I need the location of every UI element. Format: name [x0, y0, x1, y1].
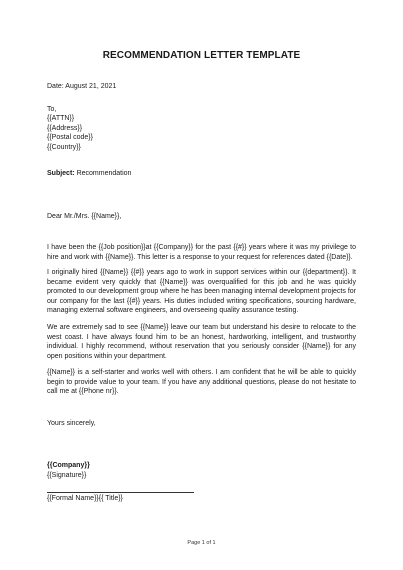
signature-line [47, 492, 194, 493]
paragraph-3: We are extremely sad to see {{Name}} leave our team but understand his desire to relocate to the west coast. I have always found him to be an honest, hardworking, intelligent, and trustworthy individual. I highly recommend, without reservation that you seriously consider {{Name}} for any open positions within your department. [47, 324, 356, 360]
subject-value: Recommendation [74, 170, 132, 177]
address-country: {{Country}} [47, 144, 81, 151]
paragraph-4: {{Name}} is a self-starter and works well with others. I am confident that he will be able to quickly begin to provide value to your team. If you have any additional questions, please do not hesitate to call me at {{Phone nr}}. [47, 369, 356, 396]
closing: Yours sincerely, [47, 420, 96, 427]
subject-line [47, 169, 131, 179]
company-name: {{Company}} [47, 462, 90, 469]
address-attn: {{ATTN}} [47, 115, 75, 122]
date-line: Date: August 21, 2021 [47, 83, 117, 90]
document-title: RECOMMENDATION LETTER TEMPLATE [102, 50, 301, 61]
subject-label: Subject: [47, 170, 75, 177]
to-label: To, [47, 106, 57, 113]
signature: {{Signature}} [47, 472, 87, 479]
paragraph-1: I have been the {{Job position}}at {{Company}} for the past {{#}} years where it was my privilege to hire and work with {{Name}}. This letter is a response to your request for references dated {{Date}}. [47, 244, 356, 261]
greeting: Dear Mr./Mrs. {{Name}}, [47, 213, 122, 220]
formal-name-title: {{Formal Name}}{{ Title}} [47, 495, 123, 502]
paragraph-2: I originally hired {{Name}} {{#}} years ago to work in support services within our {{department}}. It became evident very quickly that {{Name}} was overqualified for this job and he was quickly promoted to our development group where he has been managing internal development projects for our company for the last {{#}} years. His duties included writing specifications, sourcing hardware, managing external software engineers, and overseeing quality assurance testing. [47, 269, 356, 315]
page-number: Page 1 of 1 [187, 540, 216, 546]
address-postal: {{Postal code}} [47, 134, 93, 141]
address-street: {{Address}} [47, 125, 83, 132]
